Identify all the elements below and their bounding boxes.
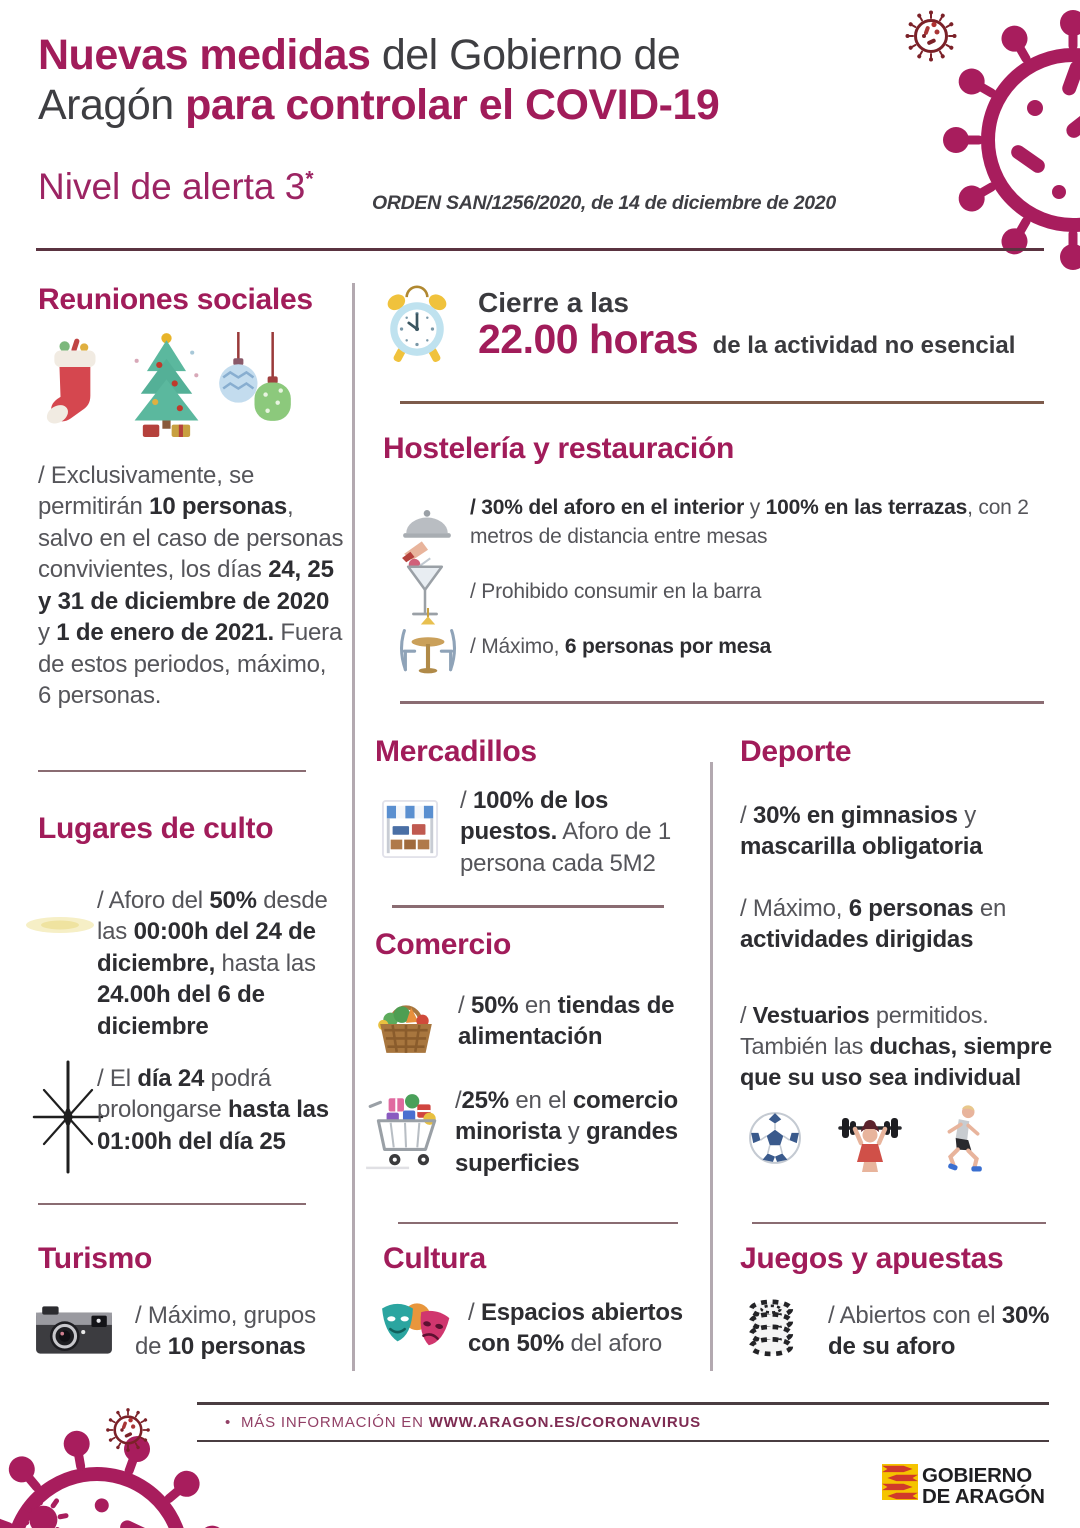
market-stall-icon bbox=[381, 798, 439, 860]
grocery-basket-icon bbox=[374, 993, 438, 1057]
section-title-mercadillos: Mercadillos bbox=[375, 735, 537, 768]
turismo-text: / Máximo, grupos de 10 personas bbox=[135, 1302, 316, 1361]
theater-masks-icon bbox=[378, 1295, 454, 1359]
alert-level: Nivel de alerta 3* bbox=[38, 166, 314, 207]
stocking-icon bbox=[42, 335, 114, 435]
closure-time-line: 22.00 horas de la actividad no esencial bbox=[478, 316, 1016, 362]
order-reference: ORDEN SAN/1256/2020, de 14 de diciembre de 2020 bbox=[372, 192, 836, 214]
gobierno-aragon-logo: GOBIERNO DE ARAGÓN bbox=[922, 1464, 1045, 1509]
column-divider bbox=[710, 762, 713, 1371]
juegos-text: / Abiertos con el 30% de su aforo bbox=[828, 1302, 1050, 1361]
divider bbox=[752, 1222, 1046, 1224]
column-divider bbox=[352, 283, 355, 1371]
bullet-icon: • bbox=[225, 1414, 232, 1431]
section-title-reuniones: Reuniones sociales bbox=[38, 283, 313, 316]
divider bbox=[38, 1203, 306, 1205]
hosteleria-item-text: / Máximo, 6 personas por mesa bbox=[470, 635, 772, 658]
section-title-hosteleria: Hostelería y restauración bbox=[383, 432, 734, 465]
cultura-text: / Espacios abiertos con 50% del aforo bbox=[468, 1299, 683, 1358]
footer-url[interactable]: WWW.ARAGON.ES/CORONAVIRUS bbox=[428, 1414, 701, 1431]
hosteleria-item-text: / 30% del aforo en el interior y 100% en las terrazas, con 2 metros de distancia entre mesas bbox=[470, 496, 1029, 548]
footer-rule bbox=[197, 1440, 1049, 1442]
soccer-ball-icon bbox=[747, 1110, 803, 1166]
section-title-juegos: Juegos y apuestas bbox=[740, 1242, 1004, 1275]
comercio-item-text: / 50% en tiendas de alimentación bbox=[458, 992, 675, 1051]
star-glow-icon bbox=[22, 905, 98, 945]
footer-info: • MÁS INFORMACIÓN EN WWW.ARAGON.ES/CORONAVIRUS bbox=[225, 1414, 701, 1431]
culto-item-text: / Aforo del 50% desde las 00:00h del 24 de diciembre, hasta las 24.00h del 6 de diciembre bbox=[97, 887, 328, 1040]
poker-chips-icon bbox=[746, 1298, 796, 1362]
christmas-tree-icon bbox=[128, 330, 206, 438]
star-burst-icon bbox=[28, 1058, 108, 1176]
deporte-item-text: / Vestuarios permitidos. También las duchas, siempre que su uso sea individual bbox=[740, 1002, 1052, 1090]
running-icon bbox=[940, 1103, 986, 1173]
virus-large-icon bbox=[938, 5, 1080, 275]
shopping-cart-icon bbox=[364, 1088, 446, 1174]
footer-rule bbox=[197, 1402, 1049, 1405]
section-title-deporte: Deporte bbox=[740, 735, 852, 768]
hosteleria-item-text: / Prohibido consumir en la barra bbox=[470, 580, 762, 603]
baubles-icon bbox=[218, 332, 294, 438]
divider bbox=[38, 770, 306, 772]
divider bbox=[400, 701, 1044, 704]
section-title-comercio: Comercio bbox=[375, 928, 511, 961]
header-rule bbox=[36, 248, 1044, 251]
aragon-flag-logo bbox=[882, 1463, 918, 1501]
closure-intro: Cierre a las bbox=[478, 287, 629, 318]
virus-small-icon bbox=[104, 1406, 152, 1454]
comercio-item-text: /25% en el comercio minorista y grandes superficies bbox=[455, 1087, 679, 1177]
cloche-icon bbox=[400, 497, 454, 563]
section-title-culto: Lugares de culto bbox=[38, 812, 274, 845]
table-chairs-icon bbox=[394, 608, 462, 682]
reuniones-text: / Exclusivamente, se permitirán 10 personas, salvo en el caso de personas convivientes, los días 24, 25 y 31 de diciembre de 2020 y 1 de enero de 2021. Fuera de estos periodos, máximo, 6 personas. bbox=[38, 462, 344, 710]
weightlifting-icon bbox=[833, 1112, 907, 1174]
deporte-item-text: / Máximo, 6 personas en actividades dirigidas bbox=[740, 895, 1007, 954]
section-title-cultura: Cultura bbox=[383, 1242, 486, 1275]
divider bbox=[392, 905, 664, 908]
page-title: Nuevas medidas del Gobierno de Aragón para controlar el COVID-19 bbox=[38, 31, 720, 130]
camera-icon bbox=[34, 1300, 114, 1358]
alarm-clock-icon bbox=[383, 283, 451, 371]
mercadillos-text: / 100% de los puestos. Aforo de 1 persona cada 5M2 bbox=[460, 787, 671, 877]
divider bbox=[400, 401, 1044, 404]
deporte-item-text: / 30% en gimnasios y mascarilla obligatoria bbox=[740, 802, 983, 861]
section-title-turismo: Turismo bbox=[38, 1242, 153, 1275]
culto-item-text: / El día 24 podrá prolongarse hasta las 01:00h del día 25 bbox=[97, 1065, 329, 1155]
divider bbox=[398, 1222, 678, 1224]
